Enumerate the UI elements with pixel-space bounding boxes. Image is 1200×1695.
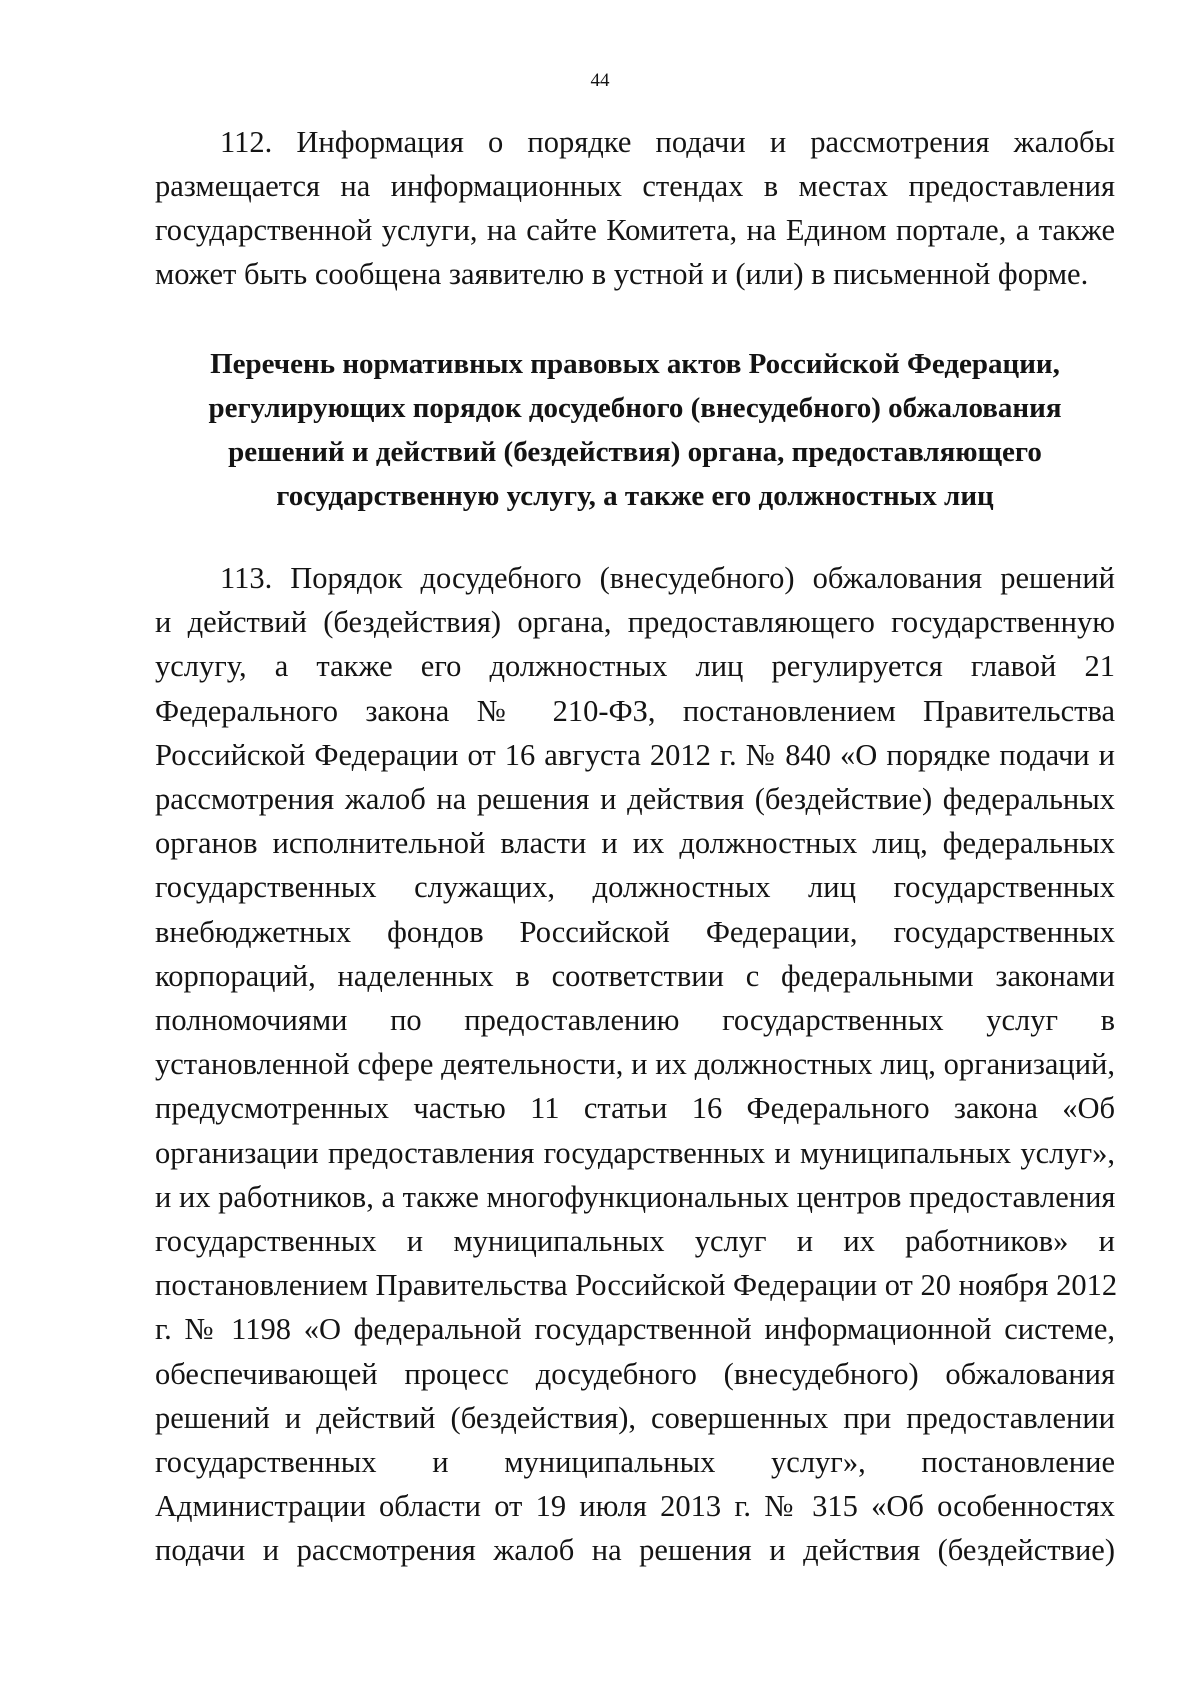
paragraph-line: рассмотрения жалоб на решения и действия (бездействие) федеральных: [155, 782, 1115, 817]
paragraph-line: государственных и муниципальных услуг», постановление: [155, 1445, 1115, 1480]
paragraph-line: установленной сфере деятельности, и их должностных лиц, организаций,: [155, 1047, 1115, 1082]
paragraph-line: может быть сообщена заявителю в устной и (или) в письменной форме.: [155, 257, 1089, 291]
paragraph-line: и действий (бездействия) органа, предоставляющего государственную: [155, 605, 1115, 640]
section-heading: [150, 342, 1120, 518]
paragraph-line: и их работников, а также многофункциональных центров предоставления: [155, 1179, 1116, 1214]
paragraph-line: 113. Порядок досудебного (внесудебного) обжалования решений: [220, 561, 1115, 595]
paragraph-112: [155, 120, 1115, 296]
paragraph-line: обеспечивающей процесс досудебного (внесудебного) обжалования: [155, 1356, 1115, 1391]
paragraph-line: решений и действий (бездействия), совершенных при предоставлении: [155, 1400, 1115, 1435]
heading-line: Перечень нормативных правовых актов Российской Федерации,: [210, 348, 1060, 380]
paragraph-line: подачи и рассмотрения жалоб на решения и действия (бездействие): [155, 1533, 1115, 1568]
paragraph-line: услугу, а также его должностных лиц регулируется главой 21: [155, 649, 1115, 684]
paragraph-line: внебюджетных фондов Российской Федерации, государственных: [155, 914, 1115, 949]
heading-line: решений и действий (бездействия) органа, предоставляющего: [228, 436, 1042, 468]
paragraph-line: государственной услуги, на сайте Комитета, на Едином портале, а также: [155, 213, 1115, 247]
paragraph-line: государственных и муниципальных услуг и их работников» и: [155, 1224, 1115, 1259]
page-number: 44: [590, 70, 610, 91]
paragraph-line: предусмотренных частью 11 статьи 16 Федерального закона «Об: [155, 1091, 1115, 1126]
paragraph-line: Федерального закона № 210-ФЗ, постановлением Правительства: [155, 693, 1115, 728]
paragraph-line: полномочиями по предоставлению государственных услуг в: [155, 1003, 1115, 1038]
paragraph-line: корпораций, наделенных в соответствии с федеральными законами: [155, 958, 1115, 993]
paragraph-line: организации предоставления государственных и муниципальных услуг»,: [155, 1135, 1115, 1170]
paragraph-line: размещается на информационных стендах в местах предоставления: [155, 169, 1115, 203]
paragraph-line: органов исполнительной власти и их должностных лиц, федеральных: [155, 826, 1115, 861]
paragraph-line: постановлением Правительства Российской Федерации от 20 ноября 2012: [155, 1268, 1118, 1303]
paragraph-line: государственных служащих, должностных лиц государственных: [155, 870, 1115, 905]
paragraph-line: Российской Федерации от 16 августа 2012 г. № 840 «О порядке подачи и: [155, 737, 1115, 772]
heading-line: регулирующих порядок досудебного (внесудебного) обжалования: [208, 392, 1062, 424]
paragraph-line: Администрации области от 19 июля 2013 г. № 315 «Об особенностях: [155, 1489, 1115, 1524]
heading-line: государственную услугу, а также его должностных лиц: [276, 480, 994, 512]
paragraph-line: г. № 1198 «О федеральной государственной информационной системе,: [155, 1312, 1115, 1347]
paragraph-line: 112. Информация о порядке подачи и рассмотрения жалобы: [220, 125, 1115, 159]
paragraph-113: [155, 556, 1118, 1573]
